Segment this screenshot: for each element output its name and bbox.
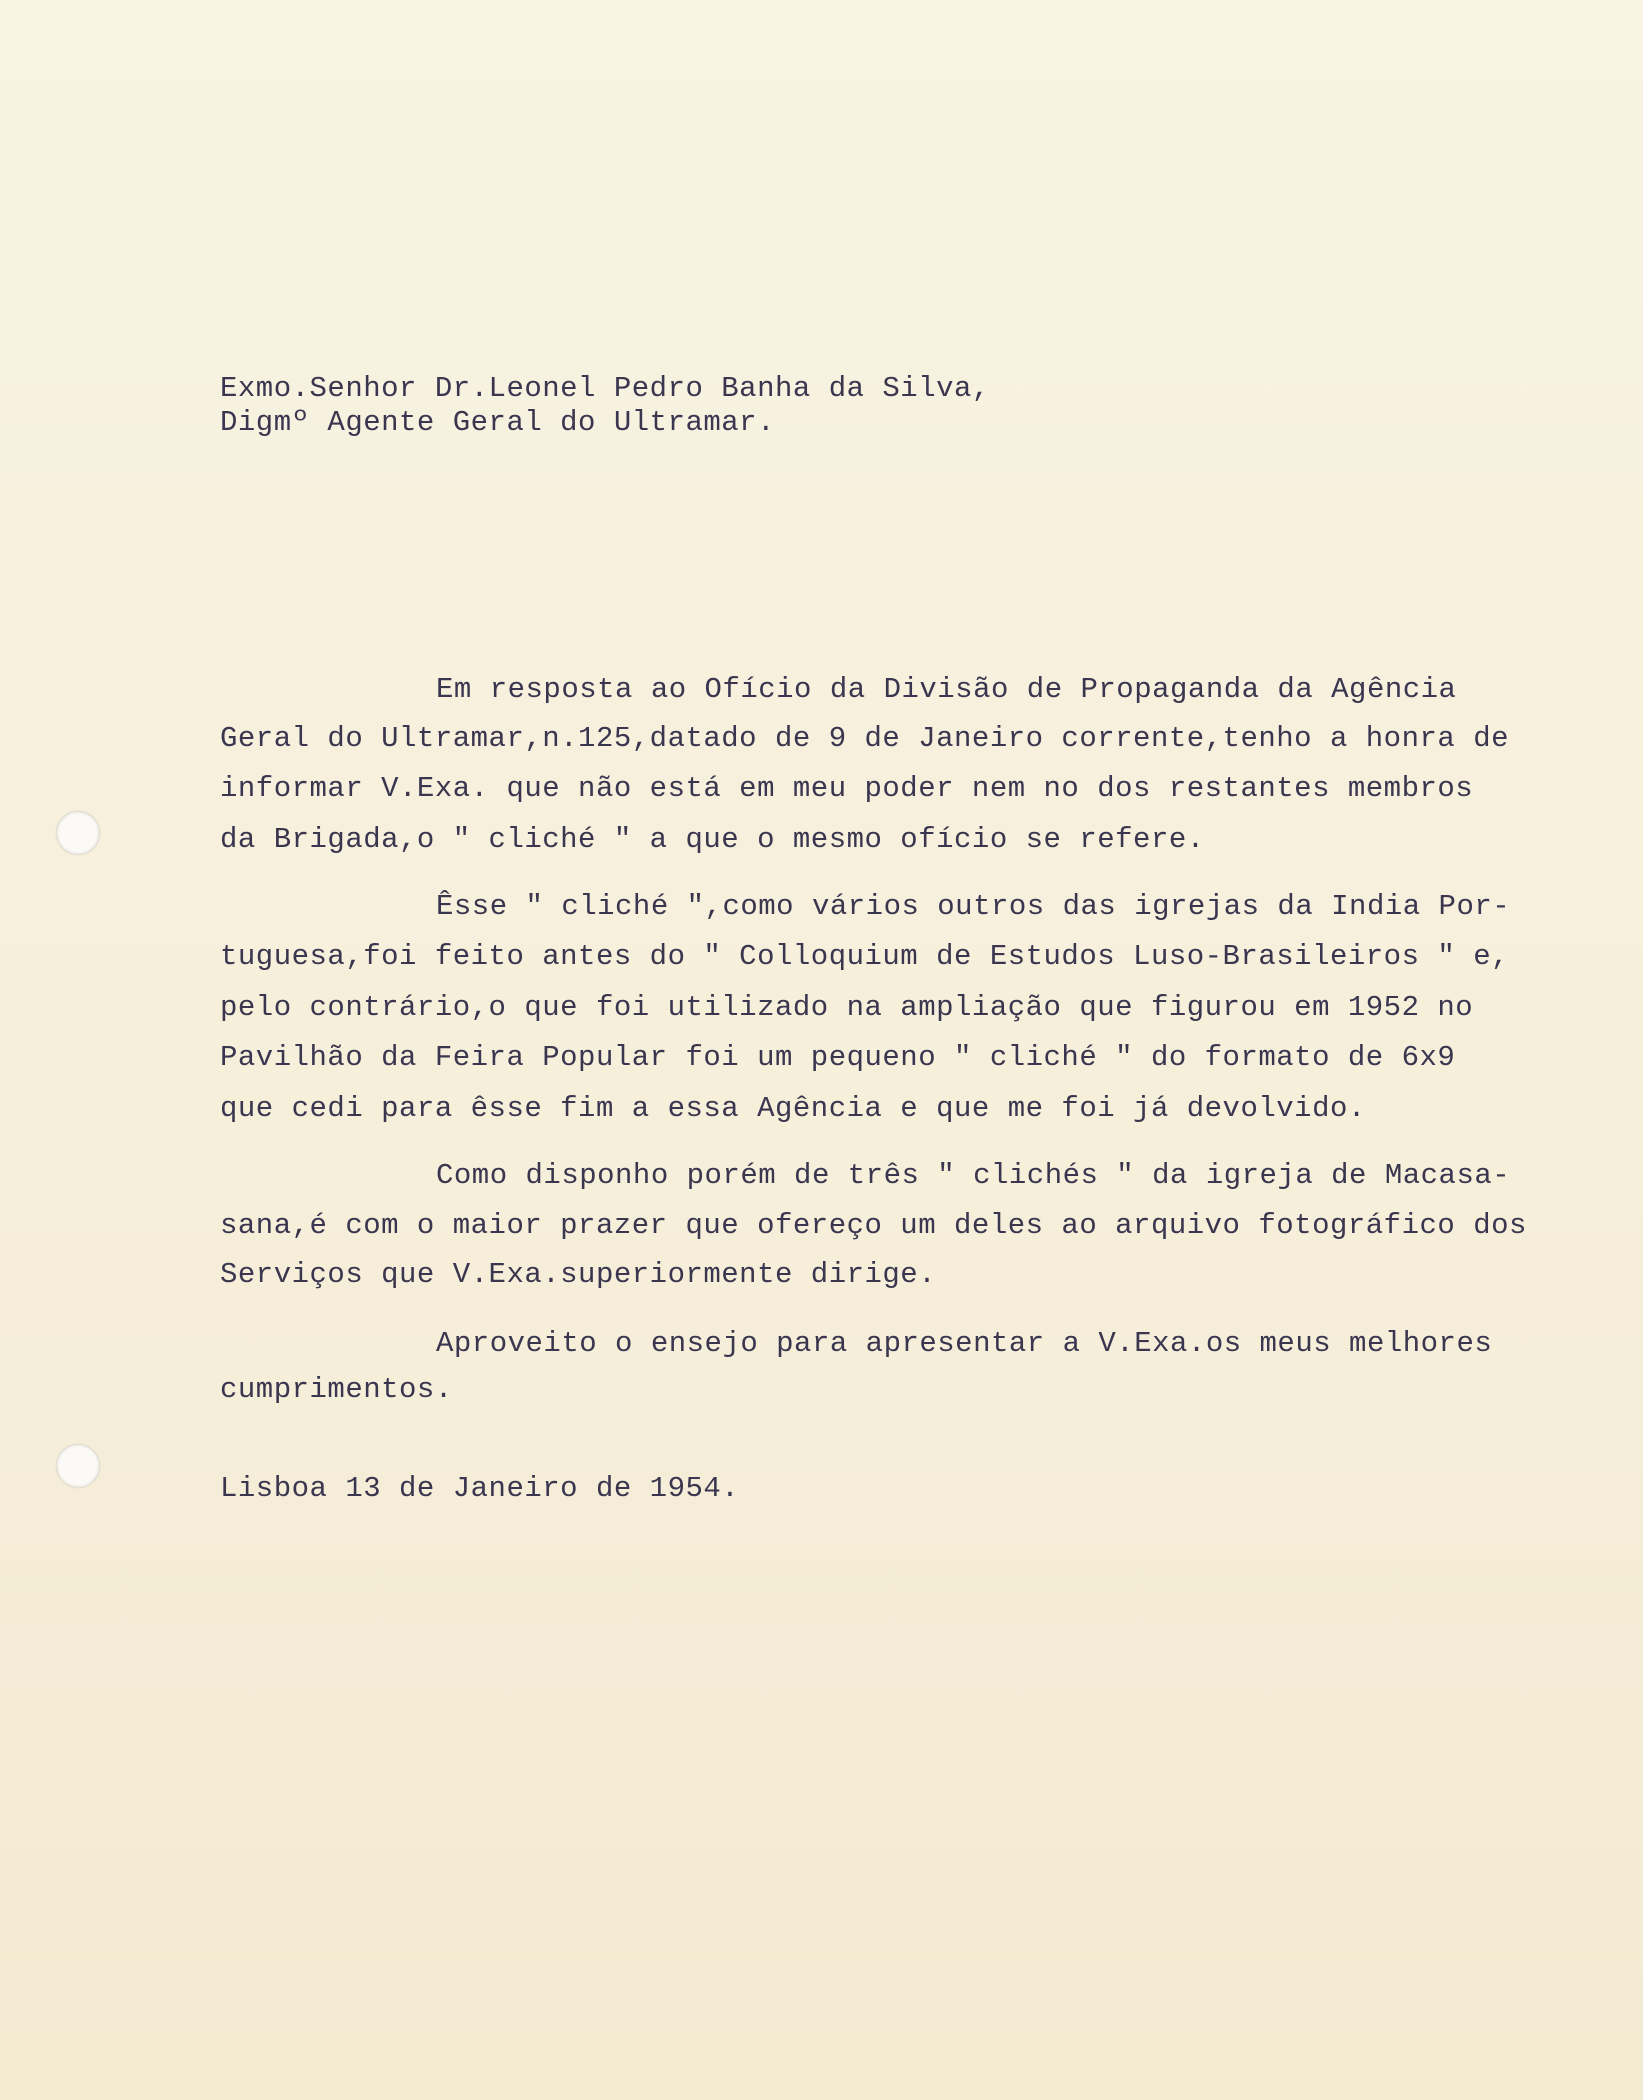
paragraph-4-line-2: cumprimentos. (220, 1373, 453, 1406)
punch-hole-bottom (56, 1444, 100, 1488)
paragraph-2-line-2: tuguesa,foi feito antes do " Colloquium de Estudos Luso-Brasileiros " e, (220, 940, 1510, 973)
addressee-line-2: Digmº Agente Geral do Ultramar. (220, 406, 775, 439)
addressee-line-1: Exmo.Senhor Dr.Leonel Pedro Banha da Silva, (220, 372, 990, 405)
paragraph-2-line-3: pelo contrário,o que foi utilizado na ampliação que figurou em 1952 no (220, 991, 1474, 1024)
paragraph-2-line-1: Êsse " cliché ",como vários outros das igrejas da India Por- (436, 890, 1511, 923)
paragraph-3-line-3: Serviços que V.Exa.superiormente dirige. (220, 1258, 937, 1291)
punch-hole-top (56, 811, 100, 855)
paragraph-4-line-1: Aproveito o ensejo para apresentar a V.Exa.os meus melhores (436, 1327, 1493, 1360)
place-and-date: Lisboa 13 de Janeiro de 1954. (220, 1472, 740, 1505)
paragraph-1-line-4: da Brigada,o " cliché " a que o mesmo ofício se refere. (220, 823, 1205, 856)
paragraph-2-line-5: que cedi para êsse fim a essa Agência e que me foi já devolvido. (220, 1092, 1366, 1125)
paragraph-1-line-2: Geral do Ultramar,n.125,datado de 9 de Janeiro corrente,tenho a honra de (220, 722, 1510, 755)
paragraph-1-line-1: Em resposta ao Ofício da Divisão de Propaganda da Agência (436, 673, 1457, 706)
paragraph-3-line-1: Como disponho porém de três " clichés " da igreja de Macasa- (436, 1159, 1511, 1192)
paragraph-1-line-3: informar V.Exa. que não está em meu poder nem no dos restantes membros (220, 772, 1474, 805)
paragraph-2-line-4: Pavilhão da Feira Popular foi um pequeno " cliché " do formato de 6x9 (220, 1041, 1456, 1074)
paragraph-3-line-2: sana,é com o maior prazer que ofereço um deles ao arquivo fotográfico dos (220, 1209, 1527, 1242)
